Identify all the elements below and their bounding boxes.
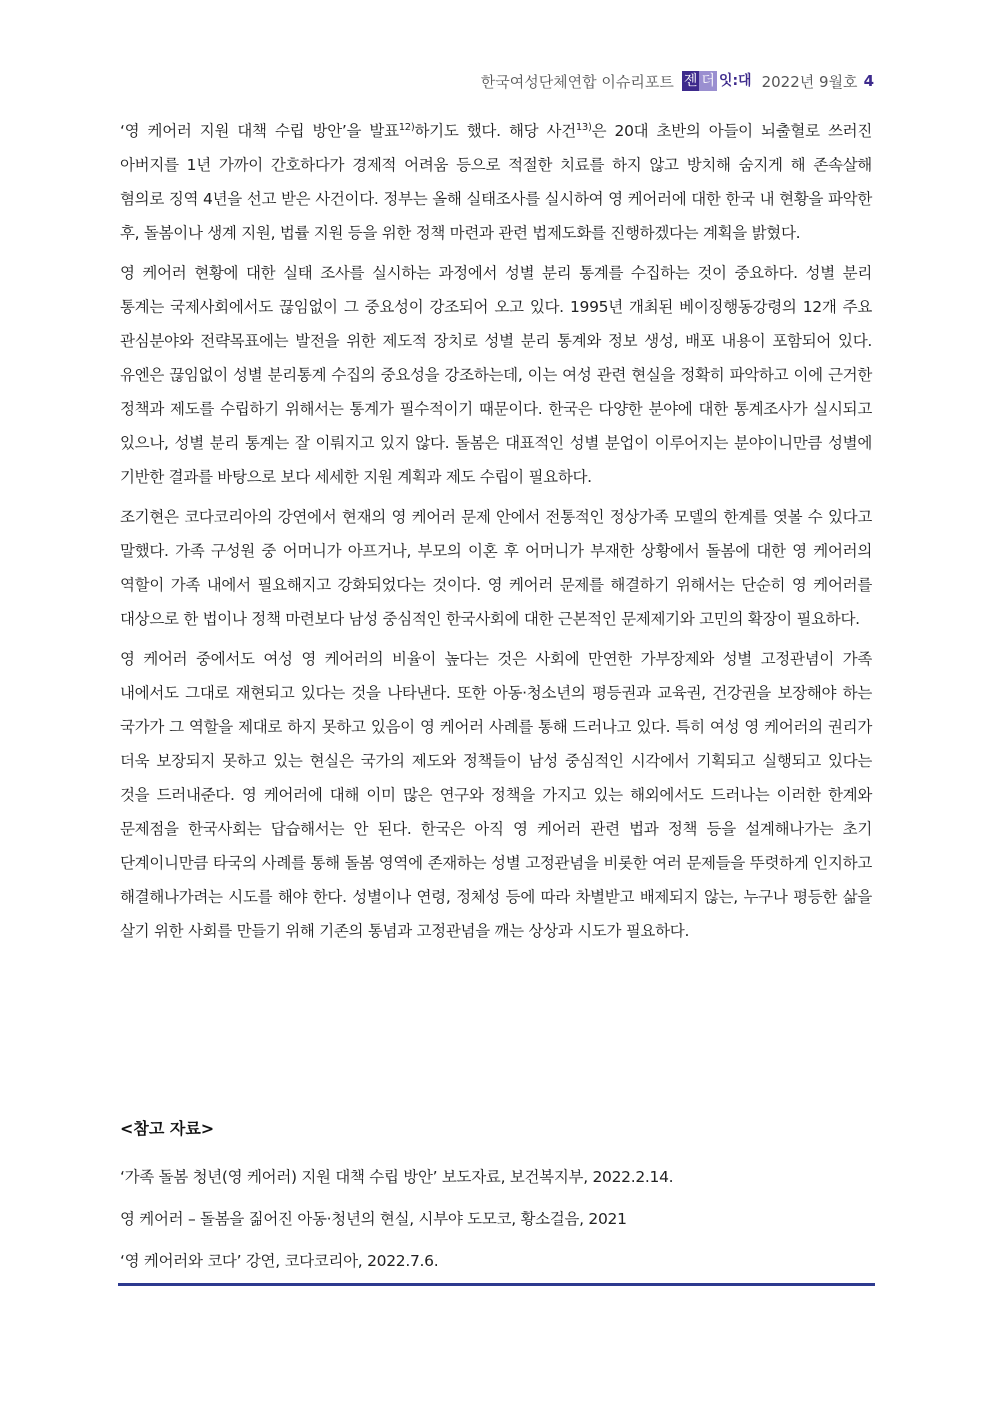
references-section — [120, 1112, 880, 1286]
footer-divider — [118, 1283, 875, 1286]
footnote-ref-13[interactable]: 13) — [575, 122, 592, 133]
paragraph-1-part-b: 하기도 했다. 해당 사건 — [414, 122, 576, 140]
paragraph-4: 영 케어러 중에서도 여성 영 케어러의 비율이 높다는 것은 사회에 만연한 가부장제와 성별 고정관념이 가족 내에서도 그대로 재현되고 있다는 것을 나타낸다. 또한 아동·청소년의 평등권과 교육권, 건강권을 보장해야 하는 국가가 그 역할을 제대로 하지 못하고 있음이 영 케어러 사례를 통해 드러나고 있다. 특히 여성 영 케어러의 권리가 더욱 보장되지 못하고 있는 현실은 국가의 제도와 정책들이 남성 중심적인 시각에서 기획되고 실행되고 있다는 것을 드러내준다. 영 케어러에 대해 이미 많은 연구와 정책을 가지고 있는 해외에서도 드러나는 이러한 한계와 문제점을 한국사회는 답습해서는 안 된다. 한국은 아직 영 케어러 관련 법과 정책 등을 설계해나가는 초기 단계이니만큼 타국의 사례를 통해 돌봄 영역에 존재하는 성별 고정관념을 비롯한 여러 문제들을 뚜렷하게 인지하고 해결해나가려는 시도를 해야 한다. 성별이나 연령, 정체성 등에 따라 차별받고 배제되지 않는, 누구나 평등한 삶을 살기 위한 사회를 만들기 위해 기존의 통념과 고정관념을 깨는 상상과 시도가 필요하다. — [120, 650, 872, 940]
logo-part-2: 더 — [701, 73, 715, 89]
paragraph-2: 영 케어러 현황에 대한 실태 조사를 실시하는 과정에서 성별 분리 통계를 수집하는 것이 중요하다. 성별 분리 통계는 국제사회에서도 끊임없이 그 중요성이 강조되어 오고 있다. 1995년 개최된 베이징행동강령의 12개 주요 관심분야와 전략목표에는 발전을 위한 제도적 장치로 성별 분리 통계와 정보 생성, 배포 내용이 포함되어 있다. 유엔은 끊임없이 성별 분리통계 수집의 중요성을 강조하는데, 이는 여성 관련 현실을 정확히 파악하고 이에 근거한 정책과 제도를 수립하기 위해서는 통계가 필수적이기 때문이다. 한국은 다양한 분야에 대한 통계조사가 실시되고 있으나, 성별 분리 통계는 잘 이뤄지고 있지 않다. 돌봄은 대표적인 성별 분업이 이루어지는 분야이니만큼 성별에 기반한 결과를 바탕으로 보다 세세한 지원 계획과 제도 수립이 필요하다. — [120, 264, 872, 486]
paragraph-1-part-a: ‘영 케어러 지원 대책 수립 방안’을 발표 — [120, 122, 399, 140]
logo-part-1: 젠 — [683, 73, 698, 89]
paragraph-3: 조기현은 코다코리아의 강연에서 현재의 영 케어러 문제 안에서 전통적인 정상가족 모델의 한계를 엿볼 수 있다고 말했다. 가족 구성원 중 어머니가 아프거나, 부모의 이혼 후 어머니가 부재한 상황에서 돌봄에 대한 영 케어러의 역할이 가족 내에서 필요해지고 강화되었다는 것이다. 영 케어러 문제를 해결하기 위해서는 단순히 영 케어러를 대상으로 한 법이나 정책 마련보다 남성 중심적인 한국사회에 대한 근본적인 문제제기와 고민의 확장이 필요하다. — [120, 508, 872, 628]
references-heading: <참고 자료> — [120, 1119, 215, 1138]
page-number: 4 — [863, 72, 874, 90]
report-org-title: 한국여성단체연합 이슈리포트 — [480, 72, 674, 91]
issue-date: 2022년 9월호 — [761, 72, 858, 91]
paragraph-1-part-c: 은 20대 초반의 아들이 뇌출혈로 쓰러진 아버지를 1년 가까이 간호하다가 경제적 어려움 등으로 적절한 치료를 하지 않고 방치해 숨지게 해 존속살해 혐의로 징역 4년을 선고 받은 사건이다. 정부는 올해 실태조사를 실시하여 영 케어러에 대한 한국 내 현황을 파악한 후, 돌봄이나 생계 지원, 법률 지원 등을 위한 정책 마련과 관련 법제도화를 진행하겠다는 계획을 밝혔다. — [120, 122, 872, 242]
page-header — [481, 68, 874, 94]
reference-item: 영 케어러 – 돌봄을 짊어진 아동·청년의 현실, 시부야 도모코, 황소걸음, 2021 — [120, 1210, 627, 1228]
paragraph-1 — [120, 114, 872, 250]
footnote-ref-12[interactable]: 12) — [398, 122, 415, 133]
reference-item: ‘가족 돌봄 청년(영 케어러) 지원 대책 수립 방안’ 보도자료, 보건복지부, 2022.2.14. — [120, 1168, 674, 1186]
logo-part-3: 잇:대 — [718, 73, 752, 89]
reference-item: ‘영 케어러와 코다’ 강연, 코다코리아, 2022.7.6. — [120, 1252, 439, 1270]
article-body — [120, 114, 872, 954]
gender-it-logo — [682, 71, 754, 91]
